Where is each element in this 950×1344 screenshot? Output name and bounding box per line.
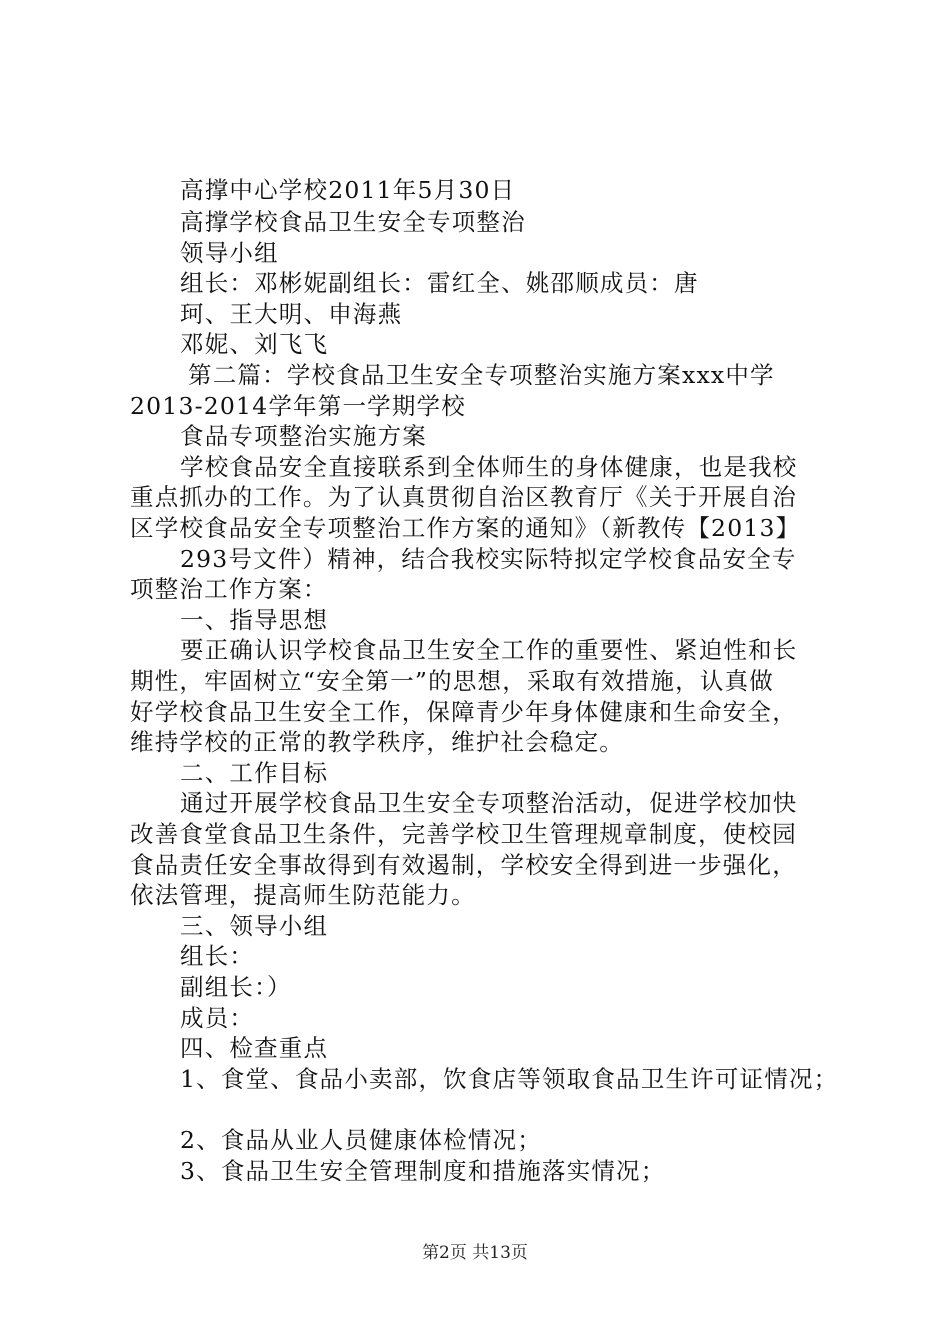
text-line: 成员： [180, 1004, 255, 1032]
text-line: 项整治工作方案： [130, 575, 328, 603]
text-line: 好学校食品卫生安全工作，保障青少年身体健康和生命安全， [130, 698, 797, 726]
text-line: 珂、王大明、申海燕 [180, 300, 403, 328]
text-line: 领导小组 [180, 239, 279, 267]
text-line: 293号文件）精神，结合我校实际特拟定学校食品安全专 [180, 545, 797, 573]
section-heading: 一、指导思想 [180, 606, 329, 634]
text-line: 学校食品安全直接联系到全体师生的身体健康，也是我校 [180, 453, 798, 481]
text-line: 食品责任安全事故得到有效遏制，学校安全得到进一步强化， [130, 851, 797, 879]
list-item: 2、食品从业人员健康体检情况； [180, 1126, 542, 1154]
list-item: 3、食品卫生安全管理制度和措施落实情况； [180, 1157, 666, 1185]
text-line: 邓妮、刘飞飞 [180, 330, 329, 358]
text-line: 通过开展学校食品卫生安全专项整治活动，促进学校加快 [180, 789, 798, 817]
text-line: 副组长：） [180, 973, 292, 1001]
text-line: 依法管理，提高师生防范能力。 [130, 881, 476, 909]
section-heading: 四、检查重点 [180, 1034, 329, 1062]
page-footer: 第2页 共13页 [422, 1243, 528, 1263]
text-line: 改善食堂食品卫生条件，完善学校卫生管理规章制度，使校园 [130, 820, 797, 848]
text-line: 高撑中心学校2011年5月30日 [180, 176, 516, 204]
text-line: 组长：邓彬妮副组长：雷红全、姚邵顺成员：唐 [180, 269, 699, 297]
text-line: 高撑学校食品卫生安全专项整治 [180, 208, 526, 236]
text-line: 维持学校的正常的教学秩序，维护社会稳定。 [130, 728, 624, 756]
text-line: 区学校食品安全专项整治工作方案的通知》（新教传【2013】 [130, 514, 801, 542]
text-line: 食品专项整治实施方案 [180, 422, 427, 450]
text-line: 期性，牢固树立“安全第一”的思想，采取有效措施，认真做 [130, 667, 774, 695]
list-item: 1、食堂、食品小卖部，饮食店等领取食品卫生许可证情况； [180, 1065, 839, 1093]
text-line: 2013-2014学年第一学期学校 [130, 392, 466, 420]
text-line: 要正确认识学校食品卫生安全工作的重要性、紧迫性和长 [180, 636, 798, 664]
section-heading: 二、工作目标 [180, 759, 329, 787]
text-line: 第二篇：学校食品卫生安全专项整治实施方案xxx中学 [188, 361, 775, 389]
text-line: 组长： [180, 942, 255, 970]
text-line: 重点抓办的工作。为了认真贯彻自治区教育厅《关于开展自治 [130, 483, 797, 511]
section-heading: 三、领导小组 [180, 912, 329, 940]
